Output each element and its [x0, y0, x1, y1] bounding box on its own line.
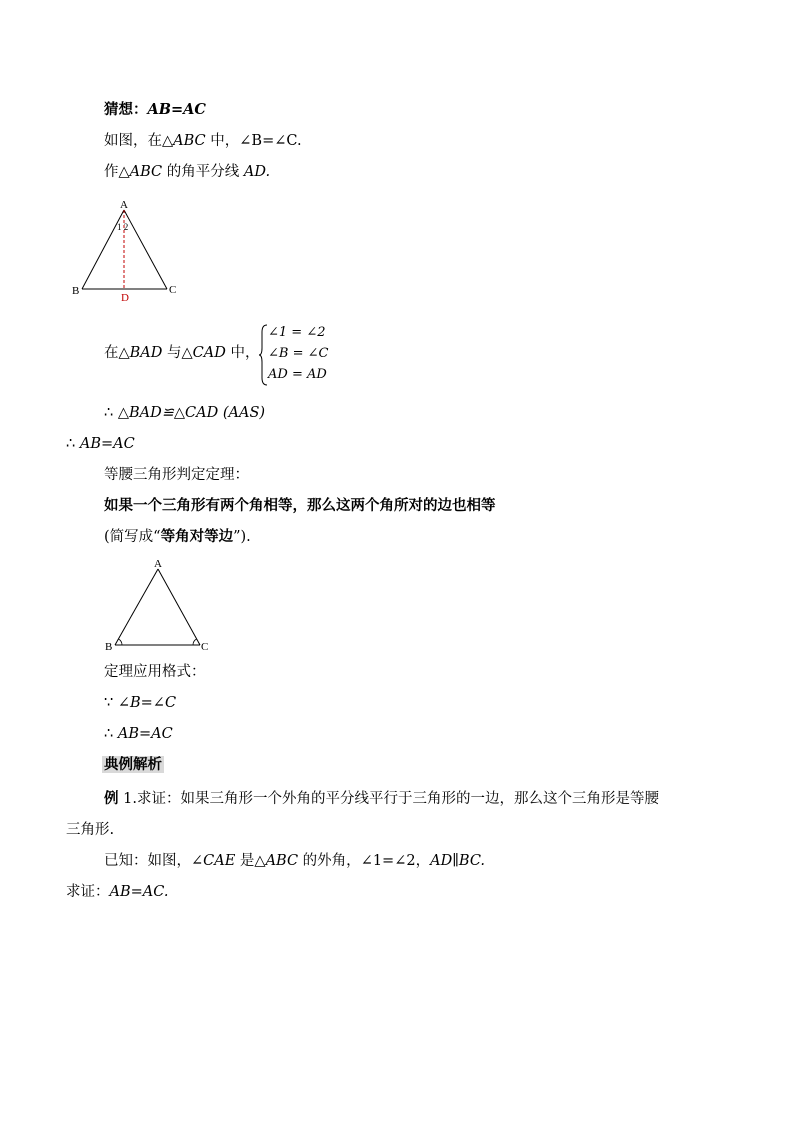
triangle-abc: △ABC — [254, 853, 299, 869]
angle-equality: ∠B=∠C. — [239, 133, 302, 149]
guess-label: 猜想： — [104, 101, 148, 118]
triangle-abc: △ABC — [118, 164, 163, 180]
given-line — [104, 131, 302, 151]
vertex-a-label: A — [120, 199, 128, 211]
parallel-relation: AD∥BC. — [430, 853, 485, 869]
congruence-reason: (AAS) — [218, 405, 266, 421]
angle-b-arc — [119, 639, 123, 645]
in-text-3: 中， — [225, 345, 260, 361]
example-label: 例 — [104, 790, 119, 807]
section-heading-text: 典例解析 — [104, 756, 162, 773]
vertex-b-label: B — [105, 641, 113, 653]
triangle-figure-1 — [66, 196, 186, 304]
format-title: 定理应用格式： — [104, 664, 206, 680]
prove-line — [66, 882, 168, 902]
therefore-line — [104, 724, 173, 744]
equation-3: AD = AD — [268, 367, 327, 382]
angle-labels: 1 2 — [117, 222, 129, 232]
construct-text-2: 的角平分线 — [162, 164, 244, 180]
conclusion-expr: AB=AC — [79, 436, 135, 452]
short-suffix: ”). — [233, 529, 251, 545]
equation-1: ∠1 = ∠2 — [268, 325, 326, 340]
section-heading — [102, 755, 164, 775]
vertex-b-label: B — [72, 285, 80, 297]
construct-text: 作 — [104, 164, 119, 180]
short-prefix: (简写成“ — [104, 529, 161, 545]
given-text: 如图，在 — [104, 133, 162, 149]
given-text-2: 中， — [205, 133, 240, 149]
congruence-expr: △BAD≌△CAD — [117, 405, 219, 421]
in-text-2: 与 — [162, 345, 182, 361]
congruence-line — [104, 403, 265, 423]
vertex-c-label: C — [169, 284, 177, 296]
vertex-c-label: C — [201, 641, 209, 653]
known-text-2: 是 — [235, 853, 255, 869]
construct-line — [104, 162, 270, 182]
triangle-figure-2 — [100, 555, 215, 655]
theorem-body: 如果一个三角形有两个角相等，那么这两个角所对的边也相等 — [104, 497, 496, 514]
triangle-bad: △BAD — [118, 345, 163, 361]
equation-2: ∠B = ∠C — [268, 346, 329, 361]
theorem-short — [104, 527, 251, 547]
theorem-title: 等腰三角形判定定理： — [104, 467, 249, 483]
known-text-3: 的外角， — [298, 853, 361, 869]
therefore-symbol: ∴ — [104, 405, 118, 421]
example1-line2: 三角形. — [66, 822, 115, 838]
known-text: 已知：如图， — [104, 853, 191, 869]
because-symbol: ∵ — [104, 695, 118, 711]
therefore-expr: AB=AC — [117, 726, 173, 742]
because-expr: ∠B=∠C — [117, 695, 177, 711]
conclusion-line — [66, 434, 135, 454]
vertex-a-label: A — [154, 558, 162, 570]
in-text: 在 — [104, 345, 119, 361]
angle-cae: ∠CAE — [191, 853, 236, 869]
guess-line — [104, 100, 206, 120]
angle-relation: ∠1=∠2， — [360, 853, 431, 869]
segment-ad: AD. — [243, 164, 271, 180]
triangle-abc: △ABC — [162, 133, 206, 149]
because-line — [104, 693, 176, 713]
example1-line1 — [104, 789, 659, 809]
triangle-cad: △CAD — [181, 345, 226, 361]
guess-value: AB=AC — [147, 101, 206, 118]
therefore-symbol: ∴ — [104, 726, 118, 742]
point-d-label: D — [121, 292, 129, 304]
known-line — [104, 851, 485, 871]
therefore-symbol: ∴ — [66, 436, 80, 452]
angle-c-arc — [193, 639, 197, 645]
prove-label: 求证： — [66, 884, 110, 900]
example-text: 1.求证：如果三角形一个外角的平分线平行于三角形的一边，那么这个三角形是等腰 — [118, 791, 659, 807]
prove-expr: AB=AC. — [109, 884, 169, 900]
short-name: 等角对等边 — [160, 528, 234, 545]
in-triangles-line — [104, 343, 259, 363]
